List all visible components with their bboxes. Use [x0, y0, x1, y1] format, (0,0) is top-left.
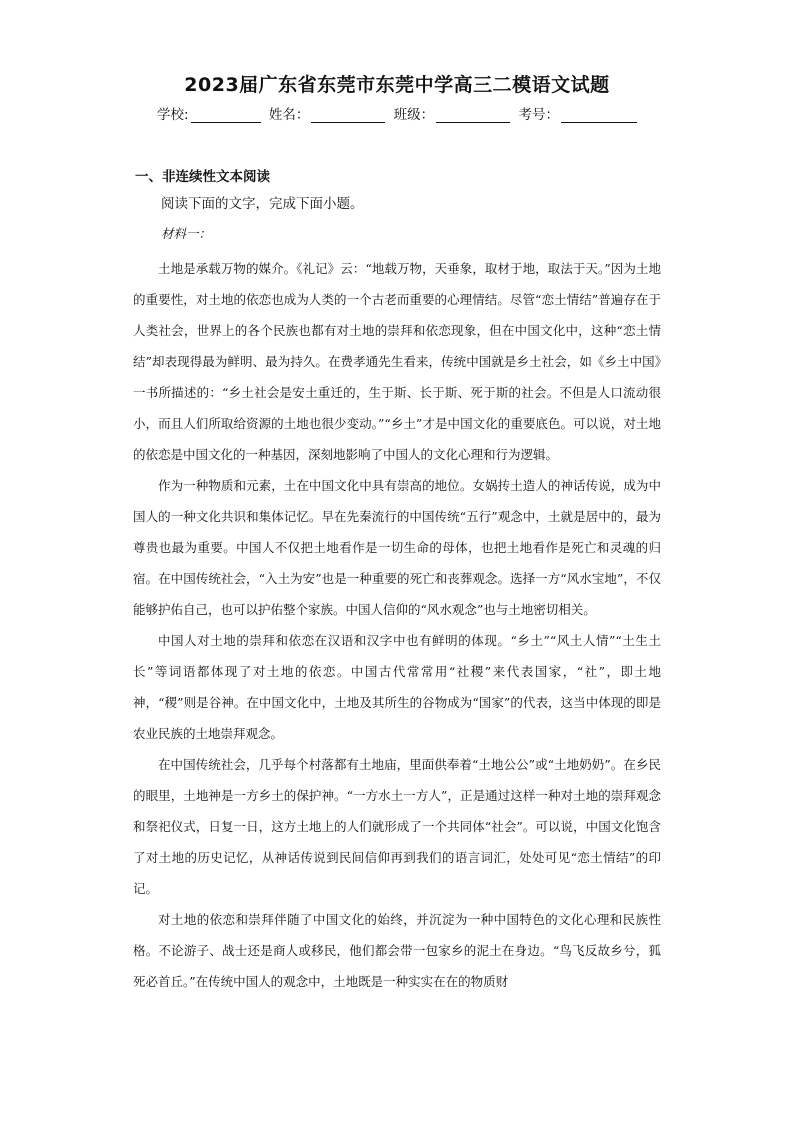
section-heading: 一、非连续性文本阅读 [135, 169, 270, 185]
paragraph: 在中国传统社会，几乎每个村落都有土地庙，里面供奉着“土地公公”或“土地奶奶”。在乡民的眼里，土地神是一方乡土的保护神。“一方水土一方人”，正是通过这样一种对土地的崇拜观念和祭祀仪式，日复一日，这方土地上的人们就形成了一个共同体“社会”。可以说，中国文化饱含了对土地的历史记忆，从神话传说到民间信仰再到我们的语言词汇，处处可见“恋土情结”的印记。 [133, 757, 661, 896]
class-label: 班级： [393, 107, 435, 123]
exam-number-blank [561, 107, 637, 123]
paragraph: 土地是承载万物的媒介。《礼记》云：“地载万物，天垂象，取材于地，取法于天。”因为土地的重要性，对土地的依恋也成为人类的一个古老而重要的心理情结。尽管“恋土情结”普遍存在于人类社会，世界上的各个民族也都有对土地的崇拜和依恋现象，但在中国文化中，这种“恋土情结”却表现得最为鲜明、最为持久。在费孝通先生看来，传统中国就是乡土社会，如《乡土中国》一书所描述的：“乡土社会是安土重迁的，生于斯、长于斯、死于斯的社会。不但是人口流动很小，而且人们所取给资源的土地也很少变动。”“乡土”才是中国文化的重要底色。可以说，对土地的依恋是中国文化的一种基因，深刻地影响了中国人的文化心理和行为逻辑。 [133, 261, 661, 462]
paragraph: 作为一种物质和元素，土在中国文化中具有崇高的地位。女娲抟土造人的神话传说，成为中国人的一种文化共识和集体记忆。早在先秦流行的中国传统“五行”观念中，土就是居中的，最为尊贵也最为重要。中国人不仅把土地看作是一切生命的母体，也把土地看作是死亡和灵魂的归宿。在中国传统社会，“入土为安”也是一种重要的死亡和丧葬观念。选择一方“风水宝地”，不仅能够护佑自己，也可以护佑整个家族。中国人信仰的“风水观念”也与土地密切相关。 [133, 478, 661, 617]
paragraph: 对土地的依恋和崇拜伴随了中国文化的始终，并沉淀为一种中国特色的文化心理和民族性格。不论游子、战士还是商人或移民，他们都会带一包家乡的泥土在身边。“鸟飞反故乡兮，狐死必首丘。”在传统中国人的观念中，土地既是一种实实在在的物质财 [133, 912, 661, 989]
exam-number-field [518, 103, 637, 123]
material-label: 材料一： [161, 226, 212, 241]
student-info-line [0, 103, 794, 123]
exam-title: 2023届广东省东莞市东莞中学高三二模语文试题 [184, 74, 610, 96]
school-field [157, 103, 261, 123]
school-blank [191, 107, 261, 123]
class-blank [436, 107, 510, 123]
article-body [133, 253, 661, 997]
reading-instruction: 阅读下面的文字，完成下面小题。 [161, 196, 364, 212]
class-field [394, 103, 511, 123]
school-label: 学校: [157, 107, 189, 123]
name-field [269, 103, 386, 123]
exam-number-label: 考号： [518, 107, 559, 123]
name-blank [311, 107, 385, 123]
name-label: 姓名： [268, 107, 310, 123]
paragraph: 中国人对土地的崇拜和依恋在汉语和汉字中也有鲜明的体现。“乡土”“风土人情”“土生土长”等词语都体现了对土地的依恋。中国古代常常用“社稷”来代表国家，“社”，即土地神，“稷”则是谷神。在中国文化中，土地及其所生的谷物成为“国家”的代表，这当中体现的即是农业民族的土地崇拜观念。 [133, 633, 661, 741]
